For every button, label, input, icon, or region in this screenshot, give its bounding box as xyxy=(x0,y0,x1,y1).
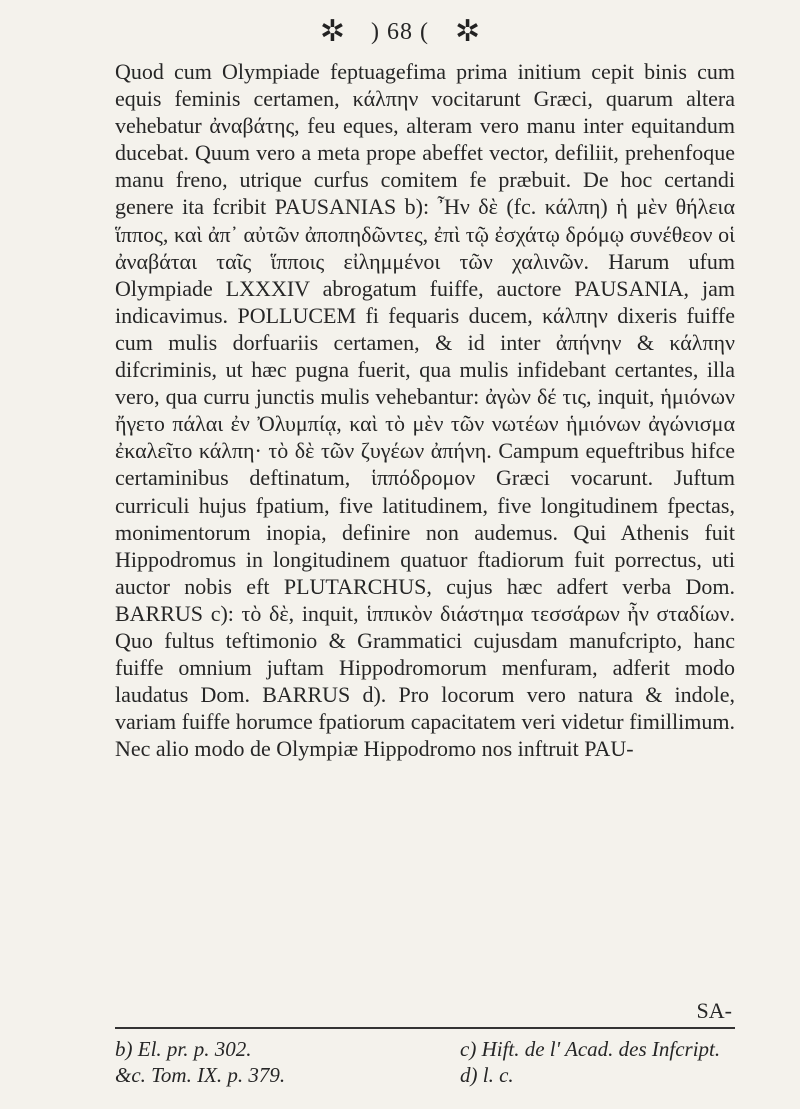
catchword: SA- xyxy=(696,998,732,1023)
ornament-left-icon: ✲ xyxy=(319,15,345,48)
ornament-right-icon: ✲ xyxy=(454,15,481,48)
page-number: ) 68 ( xyxy=(371,18,429,45)
footnote-c: c) Hift. de l' Acad. des Infcript. xyxy=(460,1037,721,1061)
footnote-d: d) l. c. xyxy=(460,1063,514,1087)
body-paragraph: Quod cum Olympiade feptuagefima prima initium cepit binis cum equis feminis certamen, κάλπην vocitarunt Græci, quarum altera vehebatur ἀναβάτης, feu eques, alteram vero manu inter equitandum ducebat. Quum vero a meta prope abeffet vector, defiliit, prehenfoque manu freno, utrique curfus comitem fe præbuit. De hoc certandi genere ita fcribit PAUSANIAS b): Ἦν δὲ (fc. κάλπη) ἡ μὲν θήλεια ἵππος, καὶ ἀπ᾽ αὐτῶν ἀποπηδῶντες, ἐπὶ τῷ ἐσχάτῳ δρόμῳ συνέθεον οἱ ἀναβάται ταῖς ἵπποις εἰλημμένοι τῶν χαλινῶν. Harum ufum Olympiade LXXXIV abrogatum fuiffe, auctore PAUSANIA, jam indicavimus. POLLUCEM fi fequaris ducem, κάλπην dixeris fuiffe cum mulis dorfuariis certamen, & id inter ἀπήνην & κάλπην difcriminis, ut hæc pugna fuerit, qua mulis infidebant certantes, illa vero, qua curru junctis mulis vehebantur: ἀγὼν δέ τις, inquit, ἡμιόνων ἤγετο πάλαι ἐν Ὀλυμπίᾳ, καὶ τὸ μὲν τῶν νωτέων ἡμιόνων ἀγώνισμα ἐκαλεῖτο κάλπη· τὸ δὲ τῶν ζυγέων ἀπήνη. Campum equeftribus hifce certaminibus deftinatum, ἱππόδρομον Græci vocarunt. Juftum curriculi hujus fpatium, five latitudinem, five longitudinem fpectas, monimentorum inopia, definire non audemus. Qui Athenis fuit Hippodromus in longitudinem quatuor ftadiorum fuit porrectus, uti auctor nobis eft PLUTARCHUS, cujus hæc adfert verba Dom. BARRUS c): τὸ δὲ, inquit, ἱππικὸν διάστημα τεσσάρων ἦν σταδίων. Quo fultus teftimonio & Grammatici cujusdam manufcripto, hanc fuiffe omnium juftam Hippodromorum menfuram, adferit modo laudatus Dom. BARRUS d). Pro locorum vero natura & indole, variam fuiffe horumce fpatiorum capacitatem veri videtur fimillimum. Nec alio modo de Olympiæ Hippodromo nos inftruit PAU- xyxy=(115,59,735,762)
footnote-c-continued: &c. Tom. IX. p. 379. xyxy=(115,1063,286,1087)
footnote-b: b) El. pr. p. 302. xyxy=(115,1037,252,1061)
footnotes xyxy=(115,1036,735,1088)
footnote-divider xyxy=(115,1027,735,1029)
main-text-block xyxy=(115,58,735,762)
running-header xyxy=(0,12,800,52)
